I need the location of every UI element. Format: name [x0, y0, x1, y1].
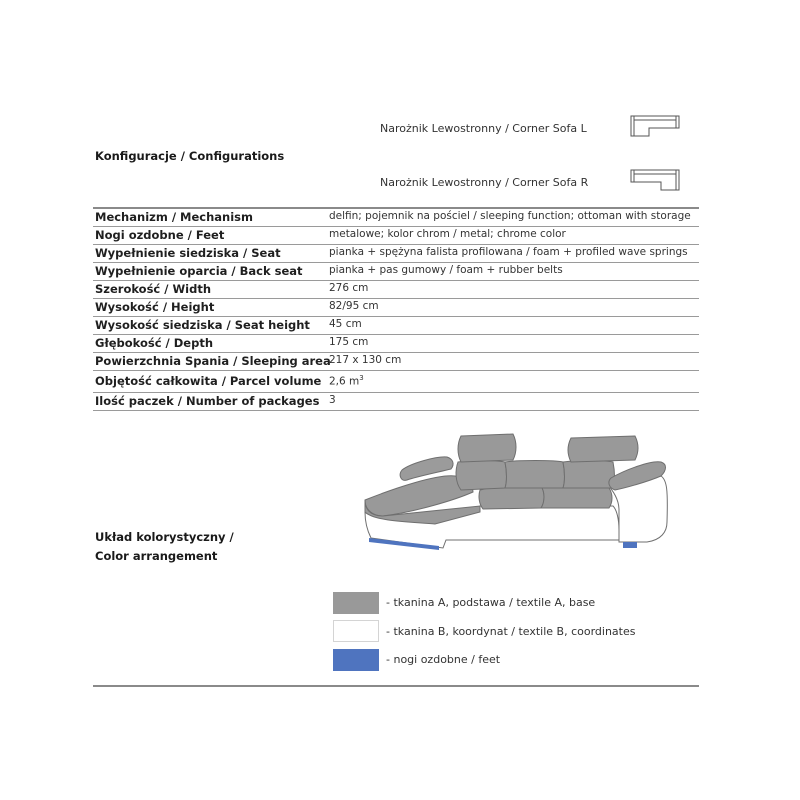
config-option-right-label: Narożnik Lewostronny / Corner Sofa R: [380, 176, 589, 189]
spec-value: 276 cm: [329, 282, 369, 294]
spec-row-back-seat: [93, 262, 699, 280]
spec-value: metalowe; kolor chrom / metal; chrome color: [329, 228, 566, 240]
right-foot: [623, 542, 637, 548]
spec-value: 175 cm: [329, 336, 369, 348]
spec-label: Wypełnienie siedziska / Seat: [95, 246, 281, 260]
corner-sofa-right-icon: [628, 167, 682, 193]
spec-value: 82/95 cm: [329, 300, 379, 312]
spec-label: Szerokość / Width: [95, 282, 211, 296]
spec-value: 3: [329, 394, 336, 406]
spec-row-depth: [93, 334, 699, 352]
corner-sofa-left-icon: [628, 113, 682, 139]
spec-label: Ilość paczek / Number of packages: [95, 394, 320, 408]
color-arrangement-heading-line1: Układ kolorystyczny /: [95, 530, 234, 544]
spec-value: pianka + spężyna falista profilowana / foam + profiled wave springs: [329, 246, 688, 258]
spec-row-mechanism: [93, 208, 699, 226]
spec-label: Powierzchnia Spania / Sleeping area: [95, 354, 331, 368]
swatch-feet: [333, 649, 379, 671]
spec-row-parcel-volume: [93, 372, 699, 392]
spec-row-seat-height: [93, 316, 699, 334]
sofa-illustration: [355, 430, 673, 554]
spec-row-seat: [93, 244, 699, 262]
spec-label: Objętość całkowita / Parcel volume: [95, 374, 322, 388]
config-option-left-label: Narożnik Lewostronny / Corner Sofa L: [380, 122, 587, 135]
spec-label: Wysokość / Height: [95, 300, 215, 314]
spec-row-sleeping-area: [93, 352, 699, 370]
spec-row-height: [93, 298, 699, 316]
footer-rule: [93, 685, 699, 687]
swatch-textile-b: [333, 620, 379, 642]
spec-value: delfin; pojemnik na pościel / sleeping function; ottoman with storage: [329, 210, 691, 222]
swatch-textile-a: [333, 592, 379, 614]
table-bottom-rule: [93, 410, 699, 411]
legend-feet: - nogi ozdobne / feet: [386, 653, 501, 666]
spec-label: Nogi ozdobne / Feet: [95, 228, 225, 242]
spec-label: Mechanizm / Mechanism: [95, 210, 253, 224]
legend-textile-b: - tkanina B, koordynat / textile B, coordinates: [386, 625, 636, 638]
row-divider: [93, 370, 699, 371]
spec-label: Wysokość siedziska / Seat height: [95, 318, 310, 332]
spec-value: [329, 374, 364, 388]
spec-value: 217 x 130 cm: [329, 354, 402, 366]
configurations-heading: Konfiguracje / Configurations: [95, 149, 285, 163]
spec-label: Wypełnienie oparcia / Back seat: [95, 264, 303, 278]
spec-label: Głębokość / Depth: [95, 336, 214, 350]
volume-value: 2,6 m: [329, 375, 360, 388]
volume-unit-exponent: 3: [359, 374, 364, 382]
legend-textile-a: - tkanina A, podstawa / textile A, base: [386, 596, 596, 609]
spec-value: pianka + pas gumowy / foam + rubber belts: [329, 264, 563, 276]
spec-value: 45 cm: [329, 318, 362, 330]
spec-row-feet: [93, 226, 699, 244]
color-arrangement-heading-line2: Color arrangement: [95, 549, 218, 563]
spec-row-width: [93, 280, 699, 298]
spec-row-packages: [93, 392, 699, 410]
